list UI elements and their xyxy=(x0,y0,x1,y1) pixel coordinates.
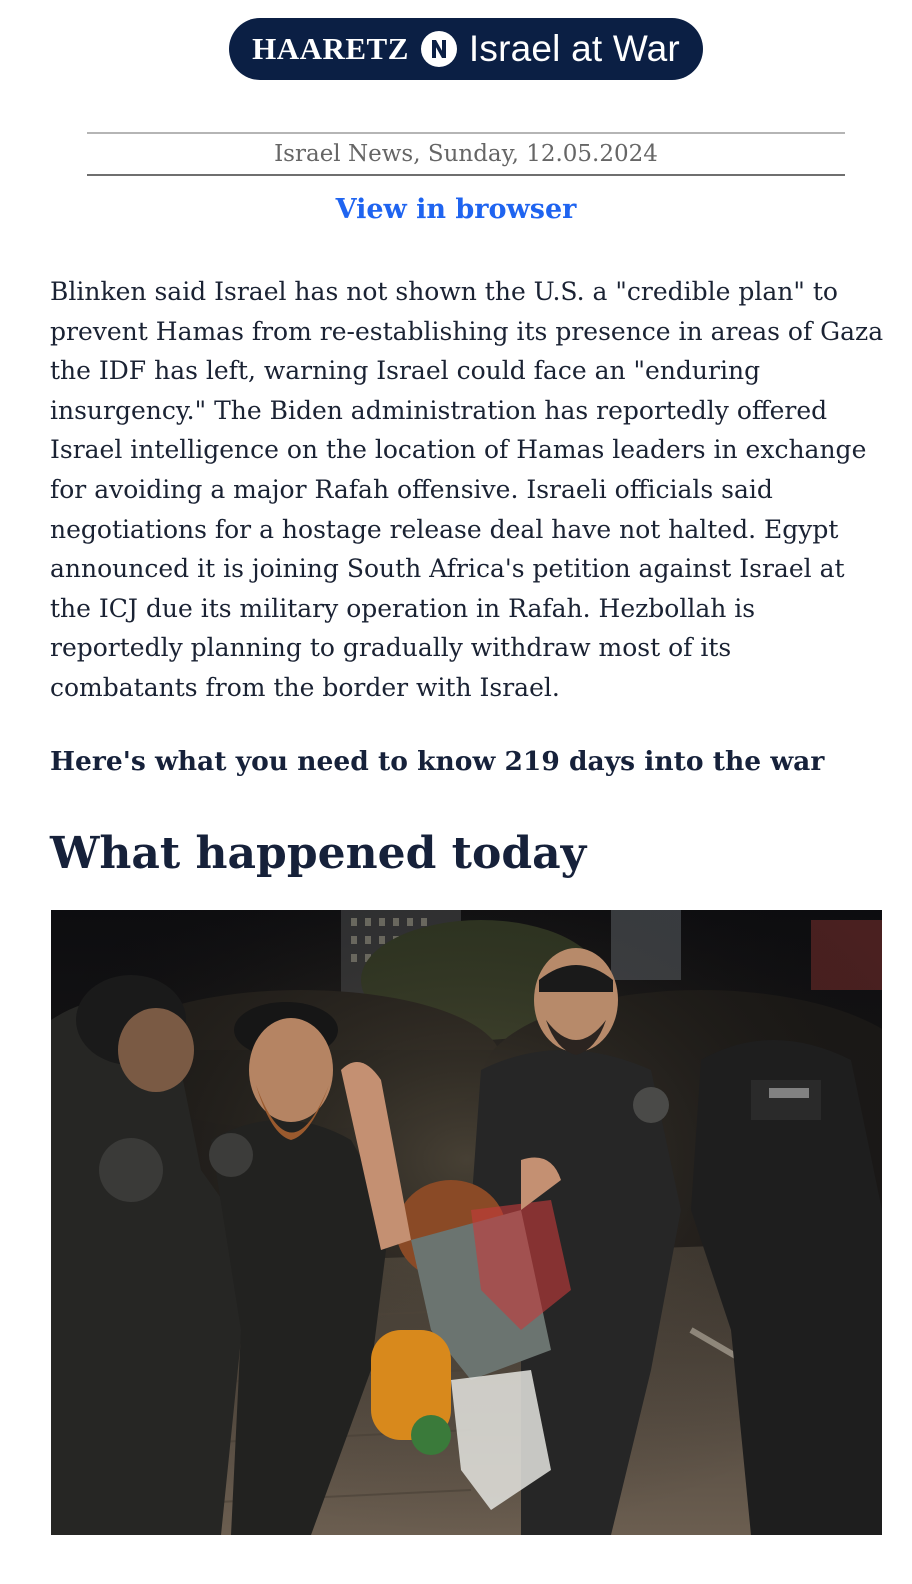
dateline xyxy=(87,132,845,176)
police-protest-photo xyxy=(51,910,882,1535)
brand-tagline: Israel at War xyxy=(468,28,680,69)
days-into-war-heading: Here's what you need to know 219 days into the war xyxy=(50,746,825,777)
brand-header[interactable] xyxy=(229,18,703,80)
section-title: What happened today xyxy=(50,828,587,879)
view-in-browser-link[interactable]: View in browser xyxy=(335,194,577,225)
hero-photo[interactable] xyxy=(51,910,882,1535)
summary-paragraph: Blinken said Israel has not shown the U.S. a "credible plan" to prevent Hamas from re-establishing its presence in areas of Gaza the IDF has left, warning Israel could face an "enduring insurgency." The Biden administration has reportedly offered Israel intelligence on the location of Hamas leaders in exchange for avoiding a major Rafah offensive. Israeli officials said negotiations for a hostage release deal have not halted. Egypt announced it is joining South Africa's petition against Israel at the ICJ due its military operation in Rafah. Hezbollah is reportedly planning to gradually withdraw most of its combatants from the border with Israel. xyxy=(50,277,884,702)
brand-name: HAARETZ xyxy=(252,31,409,66)
haaretz-h-logo-icon xyxy=(421,31,457,67)
dateline-text: Israel News, Sunday, 12.05.2024 xyxy=(274,141,658,167)
